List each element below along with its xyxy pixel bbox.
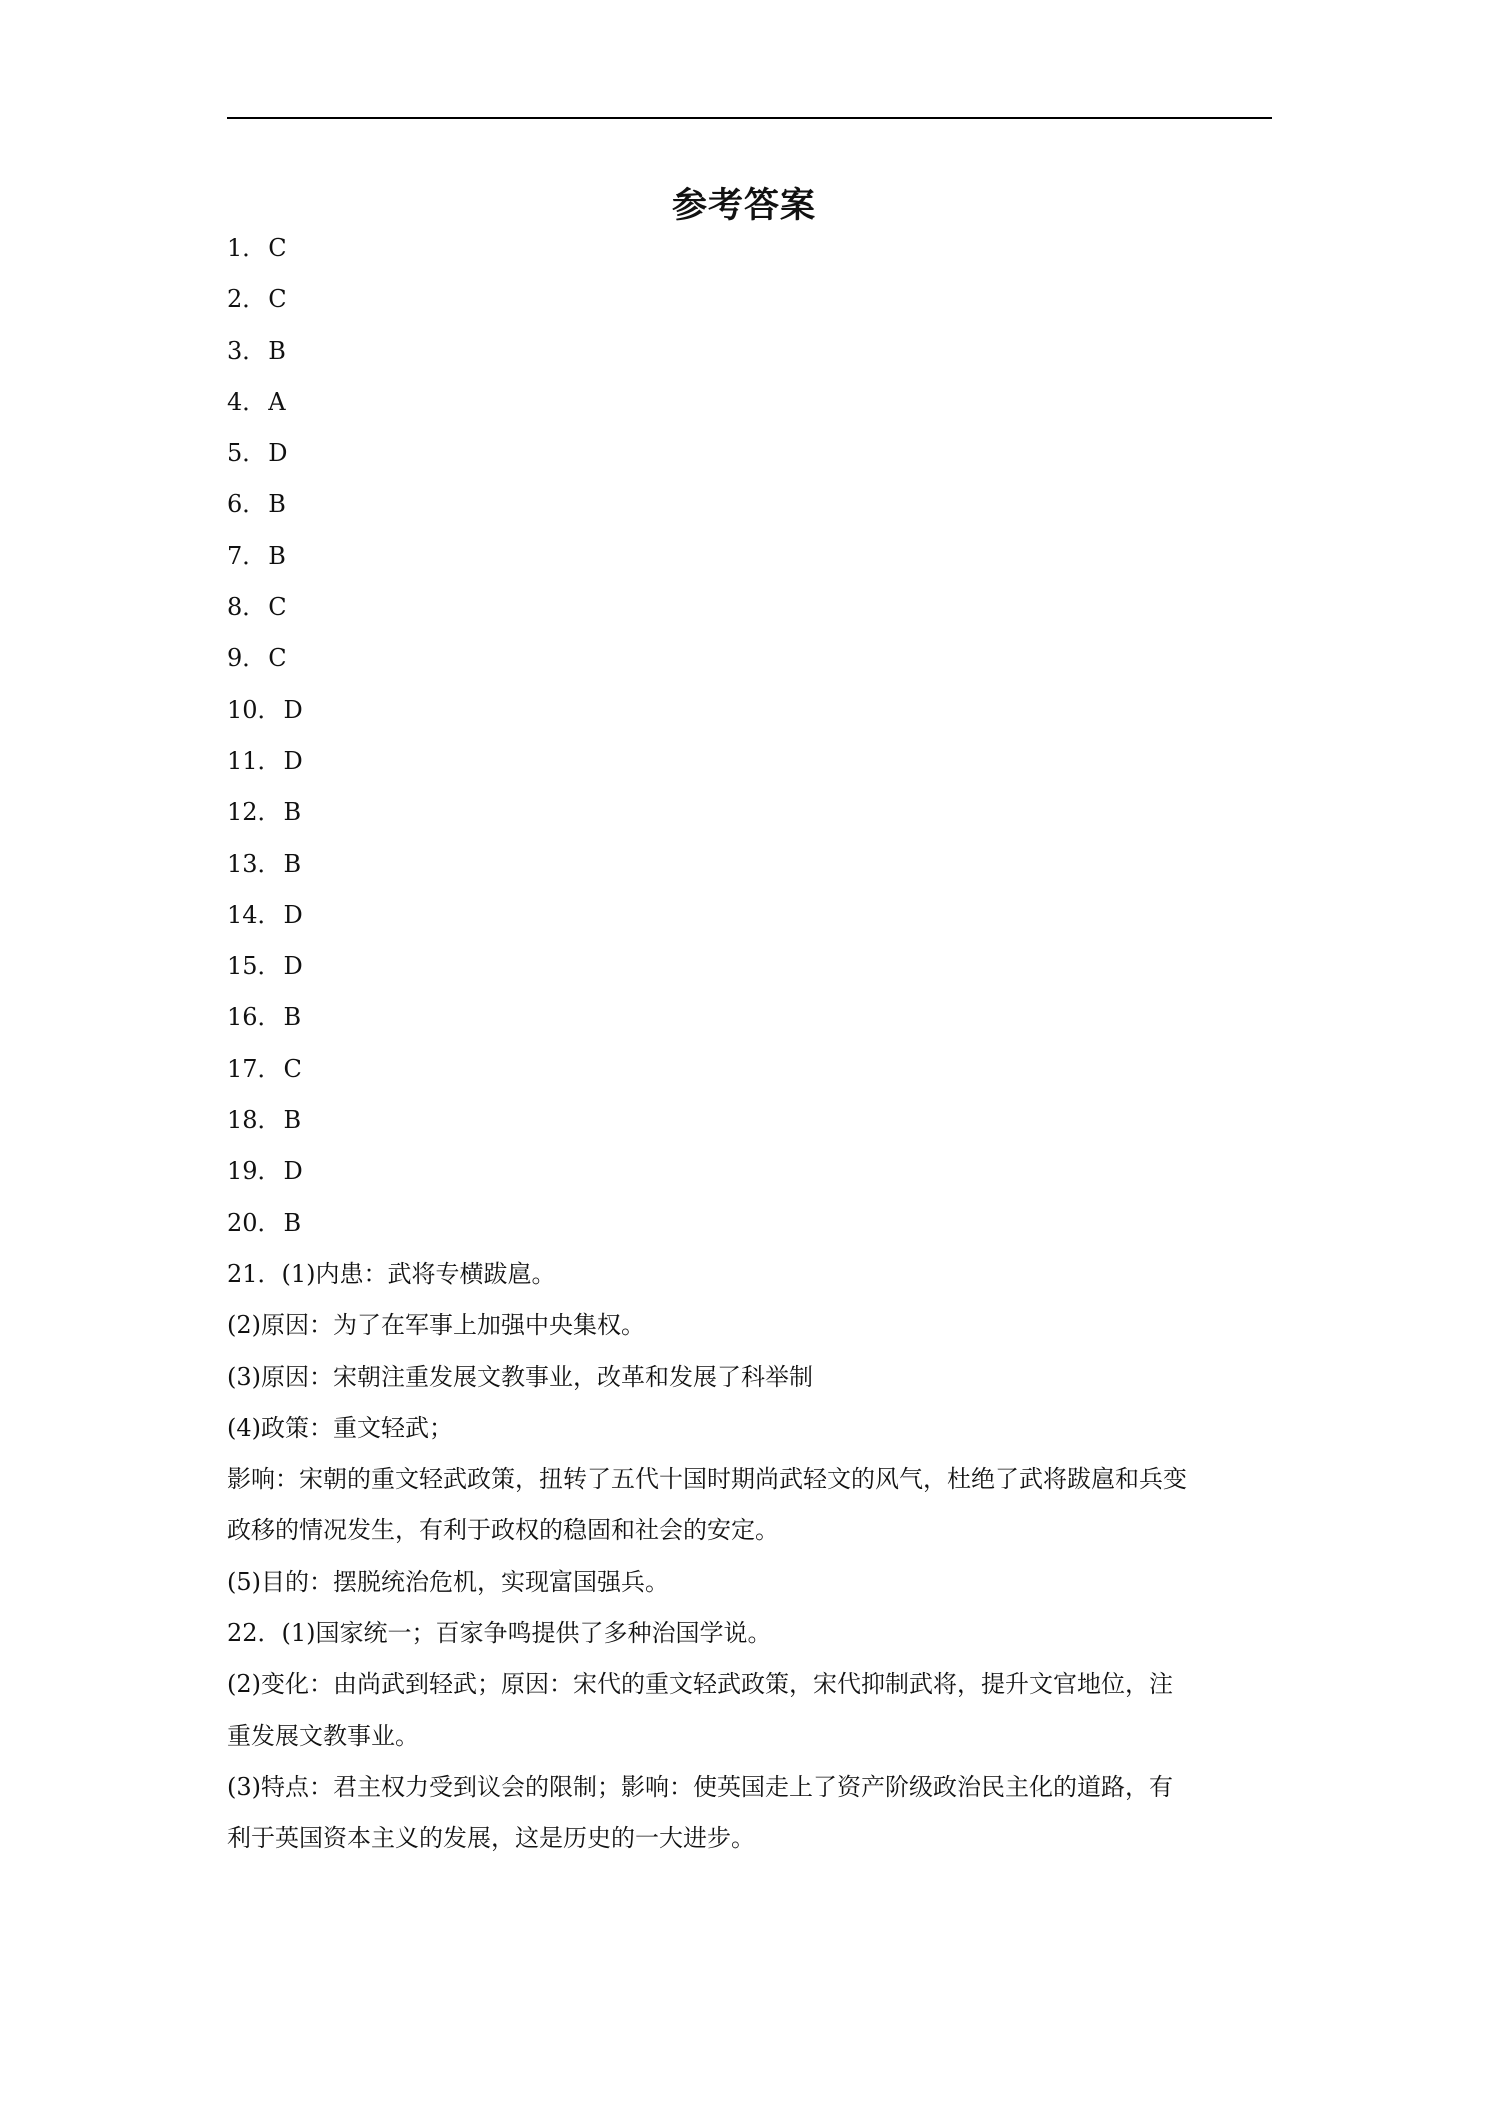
answer-letter: B (283, 1106, 302, 1135)
answer-letter: A (268, 387, 286, 416)
answer-item (227, 946, 1277, 997)
q21-part4-impact-line2: 政移的情况发生，有利于政权的稳固和社会的安定。 (227, 1516, 779, 1545)
answer-letter: B (283, 849, 302, 878)
answer-number: 15． (227, 952, 282, 981)
answer-letter: D (283, 952, 303, 981)
answer-item (227, 587, 1277, 638)
answer-number: 18． (227, 1106, 282, 1135)
q22-part1: 22．(1)国家统一；百家争鸣提供了多种治国学说。 (227, 1619, 772, 1648)
answer-item (227, 638, 1277, 689)
answer-letter: D (283, 900, 303, 929)
q21-part4: (4)政策：重文轻武； (227, 1413, 453, 1442)
answer-number: 7． (227, 541, 267, 570)
answer-number: 10． (227, 695, 282, 724)
answer-item (227, 536, 1277, 587)
answer-item (227, 484, 1277, 535)
answer-letter: B (283, 798, 302, 827)
answer-letter: C (283, 1054, 302, 1083)
answer-number: 1． (227, 234, 267, 262)
answer-letter: B (283, 1003, 302, 1032)
answer-letter: D (283, 695, 303, 724)
question-21-answer (227, 1254, 1277, 1613)
answer-item (227, 1203, 1277, 1254)
answer-item (227, 792, 1277, 843)
answer-letter: D (283, 1157, 303, 1186)
answer-number: 2． (227, 285, 267, 314)
answer-item (227, 844, 1277, 895)
answer-letter: D (268, 439, 288, 468)
answer-number: 3． (227, 336, 267, 365)
answer-item (227, 228, 1277, 279)
multiple-choice-answers (227, 228, 1277, 1254)
answer-item (227, 1049, 1277, 1100)
answer-letter: C (268, 644, 287, 673)
answer-number: 9． (227, 644, 267, 673)
q21-part1: 21．(1)内患：武将专横跋扈。 (227, 1259, 556, 1288)
answer-letter: B (268, 490, 286, 519)
header-rule (227, 117, 1272, 119)
answer-letter: C (268, 593, 287, 622)
page-title: 参考答案 (671, 186, 816, 226)
answer-number: 8． (227, 593, 267, 622)
answer-item (227, 895, 1277, 946)
answer-item (227, 1100, 1277, 1151)
answer-number: 16． (227, 1003, 282, 1032)
answer-number: 6． (227, 490, 267, 519)
answer-number: 14． (227, 900, 282, 929)
answer-number: 13． (227, 849, 282, 878)
q21-part2: (2)原因：为了在军事上加强中央集权。 (227, 1311, 645, 1340)
answer-letter: B (268, 336, 286, 365)
answer-item (227, 741, 1277, 792)
answer-number: 12． (227, 798, 282, 827)
q22-part3-line1: (3)特点：君主权力受到议会的限制；影响：使英国走上了资产阶级政治民主化的道路，有 (227, 1772, 1173, 1801)
answer-number: 20． (227, 1208, 282, 1237)
answer-item (227, 331, 1277, 382)
answer-number: 4． (227, 387, 267, 416)
answer-number: 11． (227, 746, 282, 775)
answer-letter: D (283, 746, 303, 775)
q21-part5: (5)目的：摆脱统治危机，实现富国强兵。 (227, 1567, 669, 1596)
answer-letter: C (268, 285, 287, 314)
q22-part3-line2: 利于英国资本主义的发展，这是历史的一大进步。 (227, 1824, 755, 1853)
answer-item (227, 690, 1277, 741)
answer-letter: C (268, 234, 287, 262)
q21-part4-impact-line1: 影响：宋朝的重文轻武政策，扭转了五代十国时期尚武轻文的风气，杜绝了武将跋扈和兵变 (227, 1465, 1187, 1494)
q21-part3: (3)原因：宋朝注重发展文教事业，改革和发展了科举制 (227, 1362, 813, 1391)
answer-content (227, 228, 1277, 1870)
answer-item (227, 997, 1277, 1048)
answer-letter: B (283, 1208, 302, 1237)
question-22-answer (227, 1613, 1277, 1869)
answer-number: 19． (227, 1157, 282, 1186)
answer-letter: B (268, 541, 286, 570)
q22-part2-line1: (2)变化：由尚武到轻武；原因：宋代的重文轻武政策，宋代抑制武将，提升文官地位，注 (227, 1670, 1173, 1699)
answer-item (227, 433, 1277, 484)
answer-item (227, 279, 1277, 330)
answer-number: 17． (227, 1054, 282, 1083)
answer-item (227, 1151, 1277, 1202)
q22-part2-line2: 重发展文教事业。 (227, 1721, 419, 1750)
answer-number: 5． (227, 439, 267, 468)
answer-item (227, 382, 1277, 433)
